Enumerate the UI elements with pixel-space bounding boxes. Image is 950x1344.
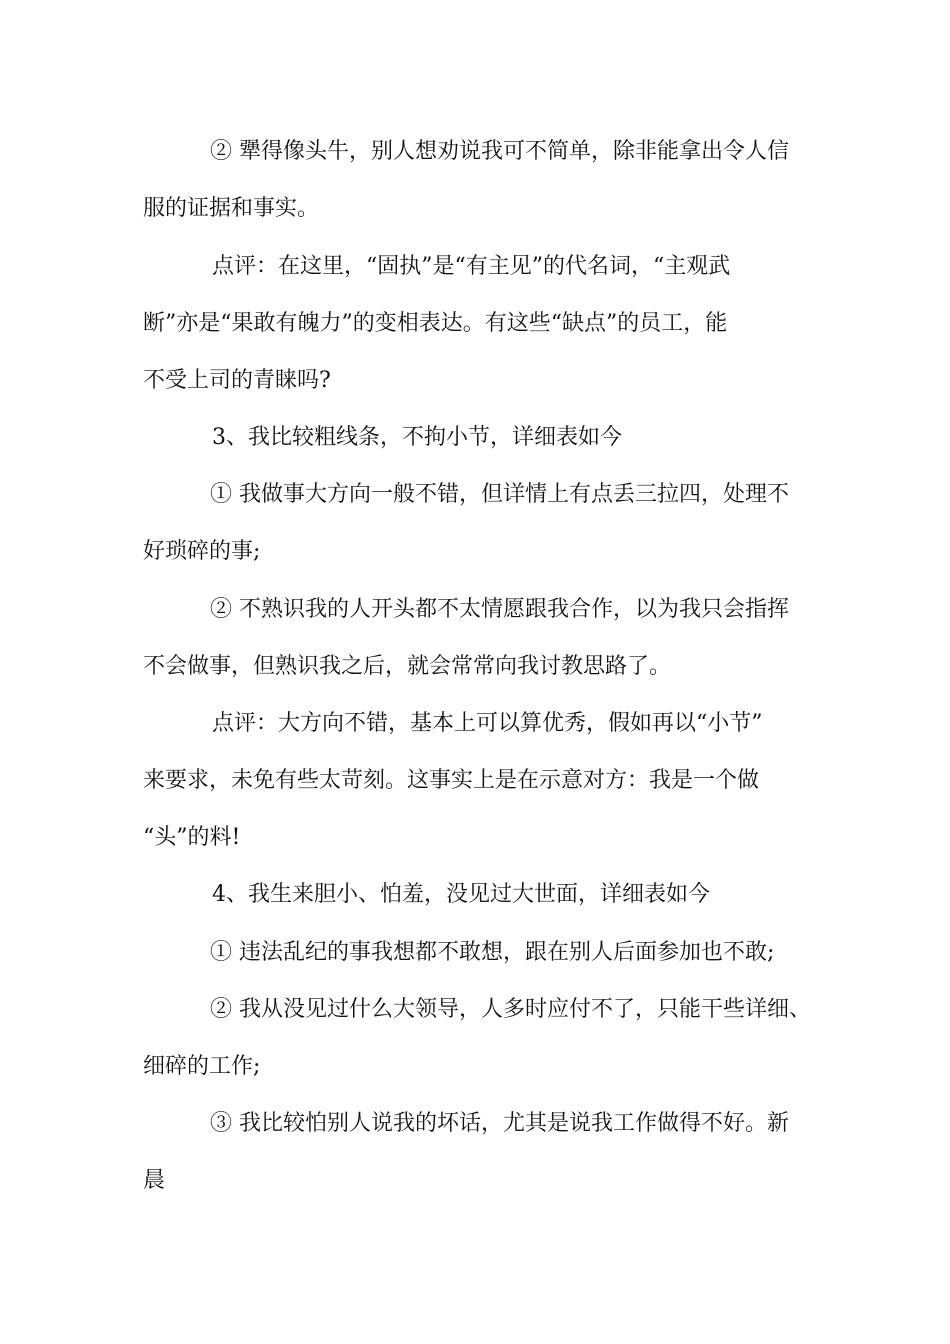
paragraph-line: ② 我从没见过什么大领导，人多时应付不了，只能干些详细、 xyxy=(210,997,811,1022)
paragraph-line: 不会做事，但熟识我之后，就会常常向我讨教思路了。 xyxy=(143,654,672,679)
paragraph-line: “头”的料! xyxy=(143,825,241,850)
paragraph-line: ② 犟得像头牛，别人想劝说我可不简单，除非能拿出令人信 xyxy=(210,139,789,164)
paragraph-line: 晨 xyxy=(143,1168,166,1193)
paragraph-line: 服的证据和事实。 xyxy=(143,196,320,221)
paragraph-line: 细碎的工作; xyxy=(143,1054,261,1079)
paragraph-line: 3、我比较粗线条，不拘小节，详细表如今 xyxy=(212,425,622,450)
paragraph-line: 4、我生来胆小、怕羞，没见过大世面，详细表如今 xyxy=(212,882,710,907)
paragraph-line: ③ 我比较怕别人说我的坏话，尤其是说我工作做得不好。新 xyxy=(210,1111,789,1136)
paragraph-line: 好琐碎的事; xyxy=(143,539,261,564)
paragraph-line: 断”亦是“果敢有魄力”的变相表达。有这些“缺点”的员工，能 xyxy=(143,311,728,336)
paragraph-line: 点评：在这里，“固执”是“有主见”的代名词，“主观武 xyxy=(212,254,731,279)
paragraph-line: 点评：大方向不错，基本上可以算优秀，假如再以“小节” xyxy=(212,711,763,736)
paragraph-line: ① 违法乱纪的事我想都不敢想，跟在别人后面参加也不敢; xyxy=(210,940,775,965)
paragraph-line: 不受上司的青睐吗? xyxy=(143,368,331,393)
paragraph-line: ② 不熟识我的人开头都不太情愿跟我合作，以为我只会指挥 xyxy=(210,597,789,622)
paragraph-line: ① 我做事大方向一般不错，但详情上有点丢三拉四，处理不 xyxy=(210,482,789,507)
paragraph-line: 来要求，未免有些太苛刻。这事实上是在示意对方：我是一个做 xyxy=(143,768,760,793)
